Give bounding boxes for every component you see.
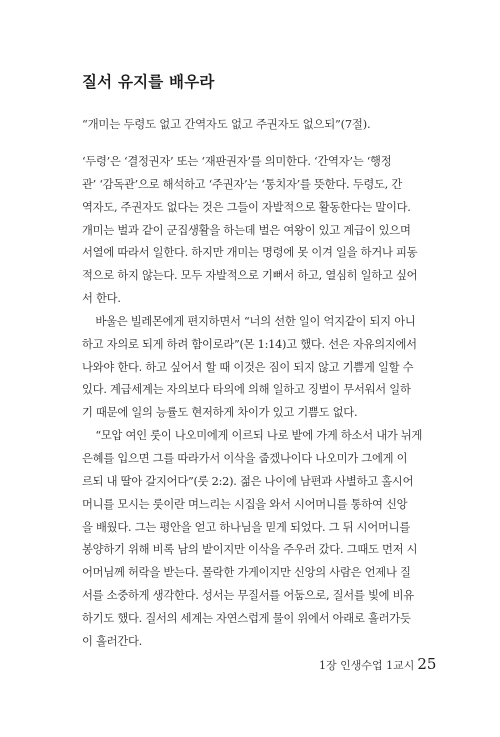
body-line: 르되 내 딸아 갈지어다”(룻 2:2). 젊은 나이에 남편과 사별하고 홀시어 xyxy=(82,474,414,488)
body-line: 개미는 벌과 같이 군집생활을 하는데 벌은 여왕이 있고 계급이 있으며 xyxy=(82,223,411,237)
body-line: 이 흘러간다. xyxy=(82,634,142,648)
body-line: 하고 자의로 되게 하려 함이로라”(몬 1:14)고 했다. 선은 자유의지에서 xyxy=(82,337,417,351)
body-line: 을 배웠다. 그는 평안을 얻고 하나님을 믿게 되었다. 그 뒤 시어머니를 xyxy=(82,520,410,534)
body-line: 은혜를 입으면 그를 따라가서 이삭을 줍겠나이다 나오미가 그에게 이 xyxy=(82,451,408,465)
body-line: 서열에 따라서 일한다. 하지만 개미는 명령에 못 이겨 일을 하거나 피동 xyxy=(82,246,418,260)
body-line: 어머님께 허락을 받는다. 몰락한 가게이지만 신앙의 사람은 언제나 질 xyxy=(82,566,411,580)
body-line: “모압 여인 룻이 나오미에게 이르되 나로 밭에 가게 하소서 내가 뉘게 xyxy=(82,429,423,443)
body-text xyxy=(82,151,500,654)
body-line: 있다. 계급세계는 자의보다 타의에 의해 일하고 징벌이 무서워서 일하 xyxy=(82,383,411,397)
chapter-label: 1장 인생수업 1교시 xyxy=(319,659,415,672)
body-line: 기 때문에 일의 능률도 현저하게 차이가 있고 기쁨도 없다. xyxy=(82,406,358,420)
body-line: 관’ ‘감독관’으로 해석하고 ‘주권자’는 ‘통치자’를 뜻한다. 두령도, 간 xyxy=(82,177,403,191)
body-line: ‘두령’은 ‘결정권자’ 또는 ‘재판권자’를 의미한다. ‘간역자’는 ‘행정 xyxy=(82,155,392,168)
page-number: 25 xyxy=(417,655,437,673)
page-footer xyxy=(319,655,436,673)
scripture-quote: “개미는 두령도 없고 간역자도 없고 주권자도 없으되”(7절). xyxy=(82,117,371,131)
body-line: 바울은 빌레몬에게 편지하면서 “너의 선한 일이 억지같이 되지 아니 xyxy=(82,314,416,328)
section-heading: 질서 유지를 배우라 xyxy=(82,73,215,91)
body-line: 서 한다. xyxy=(82,292,121,306)
body-line: 적으로 하지 않는다. 모두 자발적으로 기뻐서 하고, 열심히 일하고 싶어 xyxy=(82,269,418,283)
body-line: 머니를 모시는 룻이란 며느리는 시집을 와서 시어머니를 통하여 신앙 xyxy=(82,497,408,511)
body-line: 하기도 했다. 질서의 세계는 자연스럽게 물이 위에서 아래로 흘러가듯 xyxy=(82,611,411,625)
body-line: 나와야 한다. 하고 싶어서 할 때 이것은 짐이 되지 않고 기쁨게 일할 수 xyxy=(82,360,414,374)
body-line: 봉양하기 위해 비록 남의 밭이지만 이삭을 주우러 갔다. 그때도 먼저 시 xyxy=(82,543,418,557)
body-line: 서를 소중하게 생각한다. 성서는 무질서를 어둠으로, 질서를 빛에 비유 xyxy=(82,589,414,603)
body-line: 역자도, 주권자도 없다는 것은 그들이 자발적으로 활동한다는 말이다. xyxy=(82,200,411,214)
